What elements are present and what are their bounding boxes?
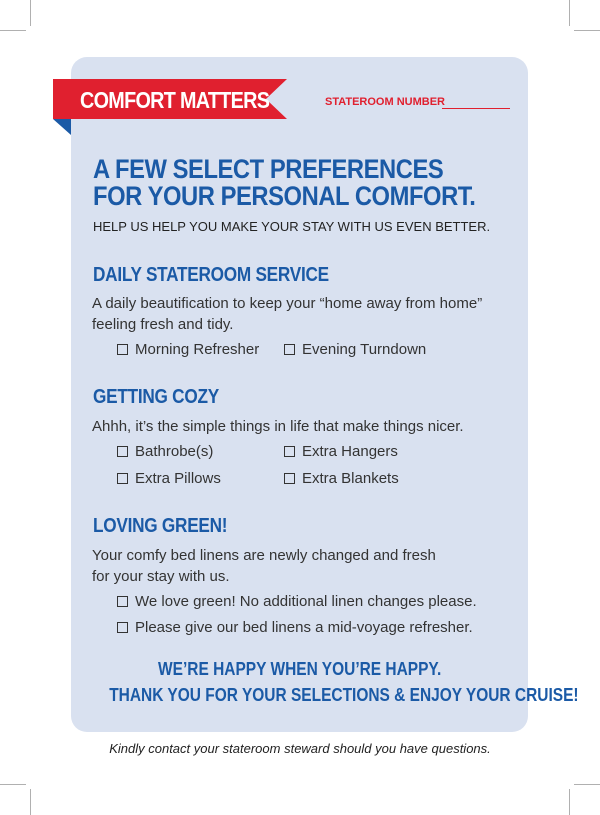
checkbox-extra-hangers[interactable]: Extra Hangers xyxy=(284,443,398,460)
checkbox-evening-turndown[interactable]: Evening Turndown xyxy=(284,341,426,358)
crop-mark xyxy=(569,789,570,815)
crop-mark xyxy=(0,30,26,31)
checkbox-icon[interactable] xyxy=(117,344,128,355)
daily-description: A daily beautification to keep your “home away from home” feeling fresh and tidy. xyxy=(92,295,483,333)
checkbox-bathrobes[interactable]: Bathrobe(s) xyxy=(117,443,213,460)
crop-mark xyxy=(30,789,31,815)
checkbox-no-linen-change[interactable]: We love green! No additional linen changes please. xyxy=(117,593,477,610)
checkbox-extra-pillows[interactable]: Extra Pillows xyxy=(117,470,221,487)
checkbox-icon[interactable] xyxy=(117,596,128,607)
green-description: Your comfy bed linens are newly changed and fresh for your stay with us. xyxy=(92,547,436,585)
closing-message: WE’RE HAPPY WHEN YOU’RE HAPPY. THANK YOU FOR YOUR SELECTIONS & ENJOY YOUR CRUISE! xyxy=(109,659,579,705)
banner-fold xyxy=(53,119,71,135)
stateroom-number-field[interactable] xyxy=(442,108,510,109)
section-title-cozy: GETTING COZY xyxy=(93,386,219,408)
section-title-daily: DAILY STATEROOM SERVICE xyxy=(93,264,329,286)
subheadline: HELP US HELP YOU MAKE YOUR STAY WITH US EVEN BETTER. xyxy=(93,219,491,234)
headline: A FEW SELECT PREFERENCES FOR YOUR PERSONAL COMFORT. xyxy=(93,154,476,211)
checkbox-morning-refresher[interactable]: Morning Refresher xyxy=(117,341,259,358)
crop-mark xyxy=(0,784,26,785)
crop-mark xyxy=(574,784,600,785)
checkbox-mid-voyage-refresher[interactable]: Please give our bed linens a mid-voyage refresher. xyxy=(117,619,473,636)
crop-mark xyxy=(574,30,600,31)
stateroom-number-label: STATEROOM NUMBER xyxy=(325,96,445,108)
crop-mark xyxy=(30,0,31,26)
banner-title: COMFORT MATTERS xyxy=(80,87,270,113)
checkbox-icon[interactable] xyxy=(284,344,295,355)
checkbox-icon[interactable] xyxy=(284,473,295,484)
checkbox-icon[interactable] xyxy=(117,446,128,457)
crop-mark xyxy=(569,0,570,26)
checkbox-extra-blankets[interactable]: Extra Blankets xyxy=(284,470,399,487)
section-title-green: LOVING GREEN! xyxy=(93,515,228,537)
footer-note: Kindly contact your stateroom steward should you have questions. xyxy=(109,741,491,756)
cozy-description: Ahhh, it’s the simple things in life that make things nicer. xyxy=(92,418,464,435)
checkbox-icon[interactable] xyxy=(117,473,128,484)
checkbox-icon[interactable] xyxy=(117,622,128,633)
checkbox-icon[interactable] xyxy=(284,446,295,457)
